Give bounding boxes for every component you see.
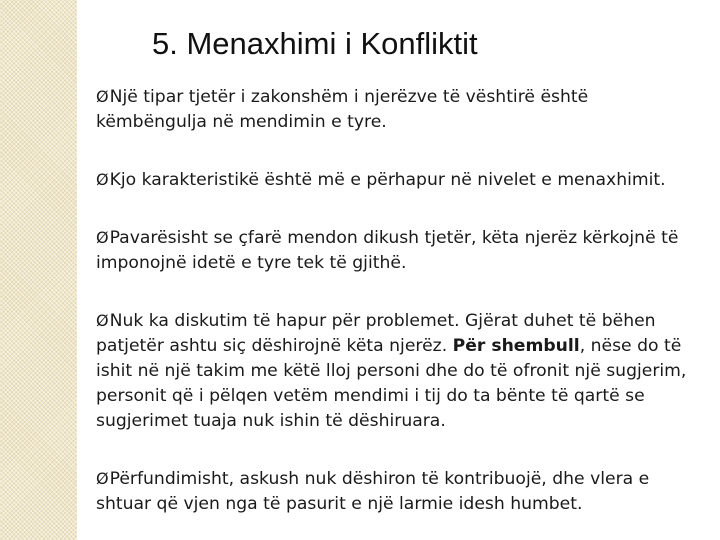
arrow-bullet-icon: Ø	[96, 228, 109, 247]
bullet-text: Kjo karakteristikë është më e përhapur në nivelet e menaxhimit.	[109, 170, 666, 190]
bullet-text: Pavarësisht se çfarë mendon dikush tjetër, këta njerëz kërkojnë të imponojnë idetë e tyre tek të gjithë.	[96, 228, 679, 273]
arrow-bullet-icon: Ø	[96, 469, 109, 488]
bullet-text-bold: Për shembull	[452, 336, 580, 356]
bullet-item-2	[96, 167, 696, 193]
arrow-bullet-icon: Ø	[96, 170, 109, 189]
arrow-bullet-icon: Ø	[96, 311, 109, 330]
bullet-item-5	[96, 466, 696, 517]
bullet-text: Një tipar tjetër i zakonshëm i njerëzve të vështirë është këmbëngulja në mendimin e tyre.	[96, 87, 589, 132]
bullet-item-1	[96, 84, 696, 135]
bullet-text: Përfundimisht, askush nuk dëshiron të kontribuojë, dhe vlera e shtuar që vjen nga të pasurit e një larmie idesh humbet.	[96, 469, 650, 514]
arrow-bullet-icon: Ø	[96, 87, 109, 106]
bullet-text-before: Nuk ka diskutim të hapur për problemet. Gjërat duhet të bëhen patjetër ashtu siç dëshirojnë këta njerëz.	[96, 311, 656, 356]
slide-title: 5. Menaxhimi i Konfliktit	[152, 26, 478, 61]
bullet-text-after: , nëse do të ishit në një takim me këtë lloj personi dhe do të ofronit një sugjerim, personit që i pëlqen vetëm mendimi i tij do ta bënte të qartë se sugjerimet tuaja nuk ishin të dëshiruara.	[96, 336, 687, 431]
bullet-item-3	[96, 225, 696, 276]
bullet-item-4	[96, 308, 696, 434]
bullet-list	[96, 84, 696, 517]
decorative-side-strip	[0, 0, 77, 540]
